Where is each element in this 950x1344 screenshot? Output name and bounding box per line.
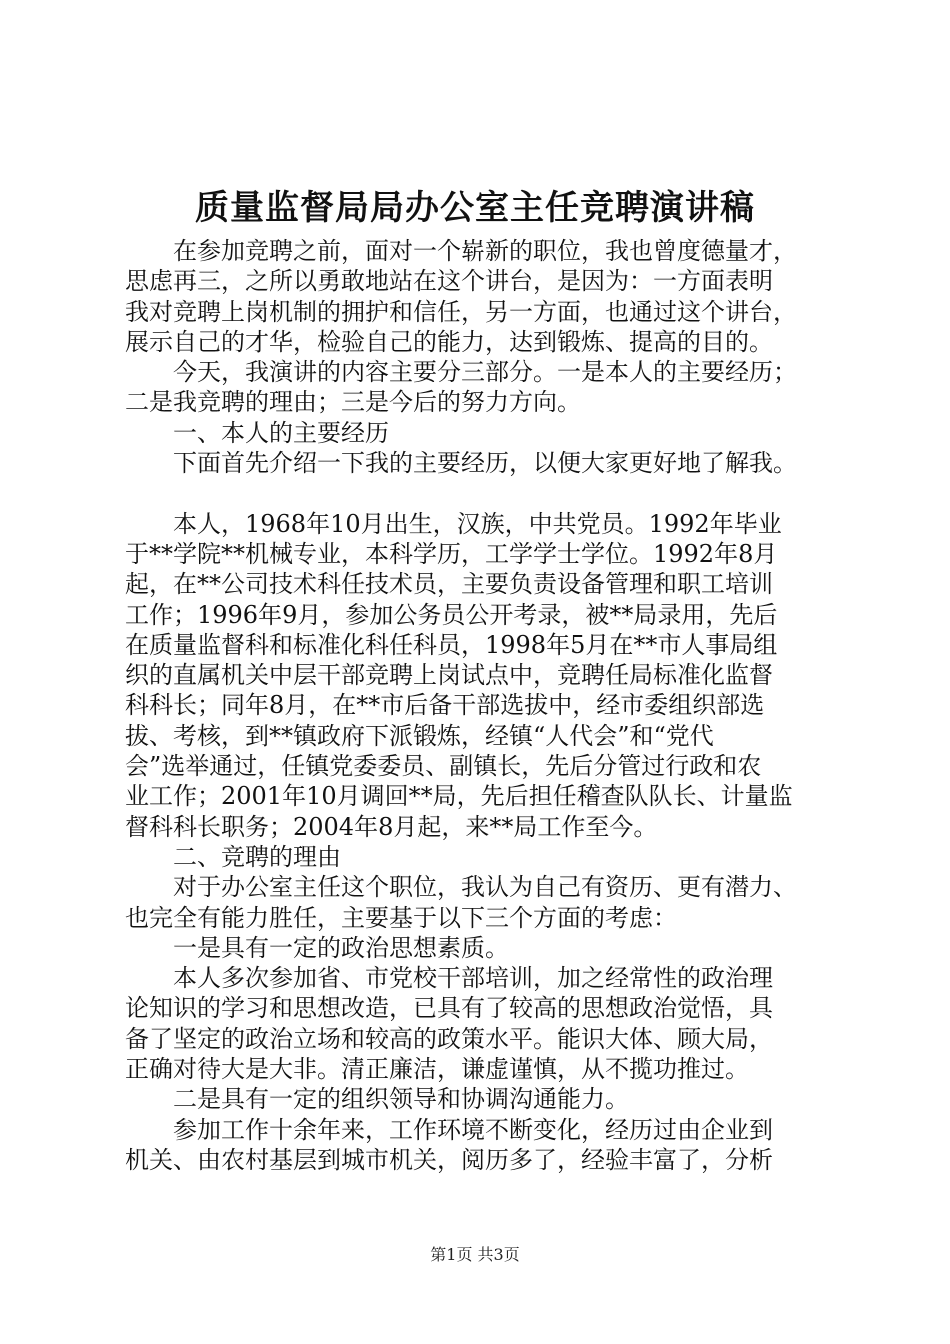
text-line: 会”选举通过，任镇党委委员、副镇长，先后分管过行政和农 — [125, 752, 762, 781]
section-heading: 二、竞聘的理由 — [125, 842, 341, 871]
text-line: 本人，1968年10月出生，汉族，中共党员。1992年毕业 — [125, 509, 782, 538]
text-line: 今天，我演讲的内容主要分三部分。一是本人的主要经历； — [125, 358, 797, 387]
text-line: 正确对待大是大非。清正廉洁，谦虚谨慎，从不揽功推过。 — [125, 1055, 749, 1084]
text-line: 一是具有一定的政治思想素质。 — [125, 933, 509, 962]
text-line: 参加工作十余年来，工作环境不断变化，经历过由企业到 — [125, 1115, 773, 1144]
text-line: 对于办公室主任这个职位，我认为自己有资历、更有潜力、 — [125, 873, 797, 902]
text-line: 业工作；2001年10月调回**局，先后担任稽查队队长、计量监 — [125, 782, 793, 811]
paragraph-gap — [125, 478, 837, 508]
text-line: 二是具有一定的组织领导和协调沟通能力。 — [125, 1085, 629, 1114]
text-line: 二是我竞聘的理由；三是今后的努力方向。 — [125, 388, 581, 417]
text-line: 于**学院**机械专业，本科学历，工学学士学位。1992年8月 — [125, 539, 778, 568]
document-title: 质量监督局局办公室主任竞聘演讲稿 — [195, 188, 755, 228]
text-line: 工作；1996年9月，参加公务员公开考录，被**局录用，先后 — [125, 600, 778, 629]
text-line: 织的直属机关中层干部竞聘上岗试点中，竞聘任局标准化监督 — [125, 661, 773, 690]
document-body — [125, 236, 837, 1175]
text-line: 科科长；同年8月，在**市后备干部选拔中，经市委组织部选 — [125, 691, 765, 720]
text-line: 本人多次参加省、市党校干部培训，加之经常性的政治理 — [125, 964, 773, 993]
text-line: 督科科长职务；2004年8月起，来**局工作至今。 — [125, 812, 658, 841]
text-line: 拔、考核，到**镇政府下派锻炼，经镇“人代会”和“党代 — [125, 721, 714, 750]
text-line: 在质量监督科和标准化科任科员，1998年5月在**市人事局组 — [125, 630, 778, 659]
text-line: 在参加竞聘之前，面对一个崭新的职位，我也曾度德量才， — [125, 237, 797, 265]
text-line: 思虑再三，之所以勇敢地站在这个讲台，是因为：一方面表明 — [125, 267, 773, 296]
text-line: 备了坚定的政治立场和较高的政策水平。能识大体、顾大局， — [125, 1024, 773, 1053]
text-line: 机关、由农村基层到城市机关，阅历多了，经验丰富了，分析 — [125, 1145, 773, 1174]
text-line: 论知识的学习和思想改造，已具有了较高的思想政治觉悟，具 — [125, 994, 773, 1023]
text-line: 也完全有能力胜任，主要基于以下三个方面的考虑： — [125, 903, 677, 932]
text-line: 展示自己的才华，检验自己的能力，达到锻炼、提高的目的。 — [125, 327, 773, 356]
page-footer: 第1页 共3页 — [430, 1245, 520, 1264]
section-heading: 一、本人的主要经历 — [125, 418, 389, 447]
text-line: 我对竞聘上岗机制的拥护和信任，另一方面，也通过这个讲台， — [125, 297, 797, 326]
text-line: 起，在**公司技术科任技术员，主要负责设备管理和职工培训 — [125, 570, 773, 599]
text-line: 下面首先介绍一下我的主要经历，以便大家更好地了解我。 — [125, 449, 797, 478]
